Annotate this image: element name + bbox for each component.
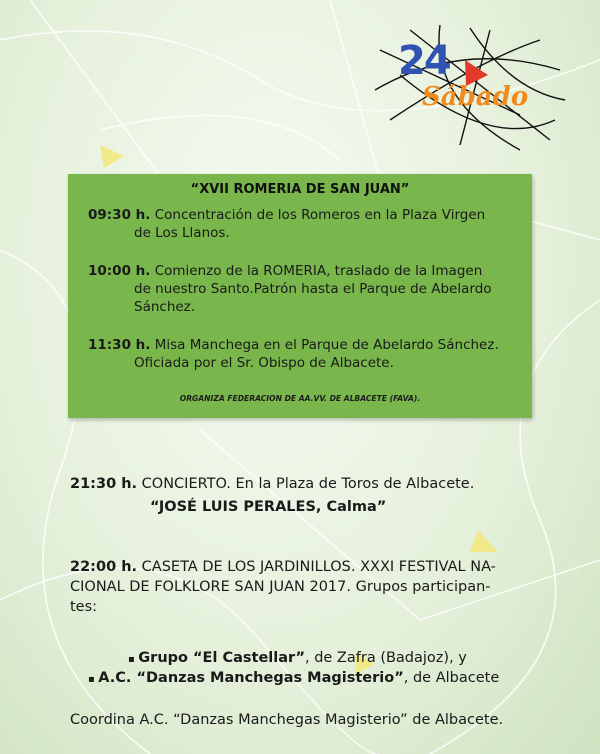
group-name: ▪ A.C. “Danzas Manchegas Magisterio” bbox=[88, 670, 404, 686]
triangle-decoration bbox=[100, 145, 124, 168]
event-time: 21:30 h. bbox=[70, 476, 138, 492]
event-text: Comienzo de la ROMERIA, traslado de la Imagen bbox=[154, 263, 483, 279]
event-time: 10:00 h. bbox=[88, 263, 151, 279]
romeria-event-1 bbox=[88, 206, 518, 242]
date-number: 24 bbox=[398, 38, 450, 84]
festival-event bbox=[70, 557, 570, 617]
event-time: 09:30 h. bbox=[88, 207, 151, 223]
romeria-event-3 bbox=[88, 336, 518, 372]
romeria-title: “XVII ROMERIA DE SAN JUAN” bbox=[190, 182, 410, 197]
event-text: CONCIERTO. En la Plaza de Toros de Albacete. bbox=[141, 476, 475, 492]
group-origin: , de Albacete bbox=[403, 670, 500, 686]
concierto-event bbox=[70, 474, 550, 494]
romeria-box bbox=[68, 174, 532, 418]
group-item bbox=[128, 648, 467, 670]
concierto-artist: “JOSÉ LUIS PERALES, Calma” bbox=[150, 499, 387, 515]
group-item bbox=[88, 668, 499, 690]
event-time: 11:30 h. bbox=[88, 337, 151, 353]
coordina-note: Coordina A.C. “Danzas Manchegas Magisterio” de Albacete. bbox=[70, 712, 504, 728]
event-text: CASETA DE LOS JARDINILLOS. XXXI FESTIVAL NA- bbox=[141, 559, 496, 575]
group-name: ▪ Grupo “El Castellar” bbox=[128, 650, 305, 666]
event-time: 22:00 h. bbox=[70, 559, 138, 575]
event-text: de Los Llanos. bbox=[134, 225, 230, 241]
event-text: Sánchez. bbox=[134, 299, 196, 315]
date-weekday: Sábado bbox=[422, 82, 529, 112]
organizer-note: ORGANIZA FEDERACION DE AA.VV. DE ALBACETE (FAVA). bbox=[179, 394, 421, 403]
group-origin: , de Zafra (Badajoz), y bbox=[304, 650, 467, 666]
event-text: Oficiada por el Sr. Obispo de Albacete. bbox=[134, 355, 394, 371]
event-text: Concentración de los Romeros en la Plaza Virgen bbox=[154, 207, 486, 223]
event-text: de nuestro Santo.Patrón hasta el Parque de Abelardo bbox=[134, 281, 492, 297]
event-text: Misa Manchega en el Parque de Abelardo Sánchez. bbox=[154, 337, 499, 353]
event-text: CIONAL DE FOLKLORE SAN JUAN 2017. Grupos participan- bbox=[70, 579, 491, 595]
event-text: tes: bbox=[70, 599, 98, 615]
date-logo bbox=[370, 20, 570, 160]
romeria-event-2 bbox=[88, 262, 518, 316]
triangle-decoration bbox=[470, 530, 498, 552]
